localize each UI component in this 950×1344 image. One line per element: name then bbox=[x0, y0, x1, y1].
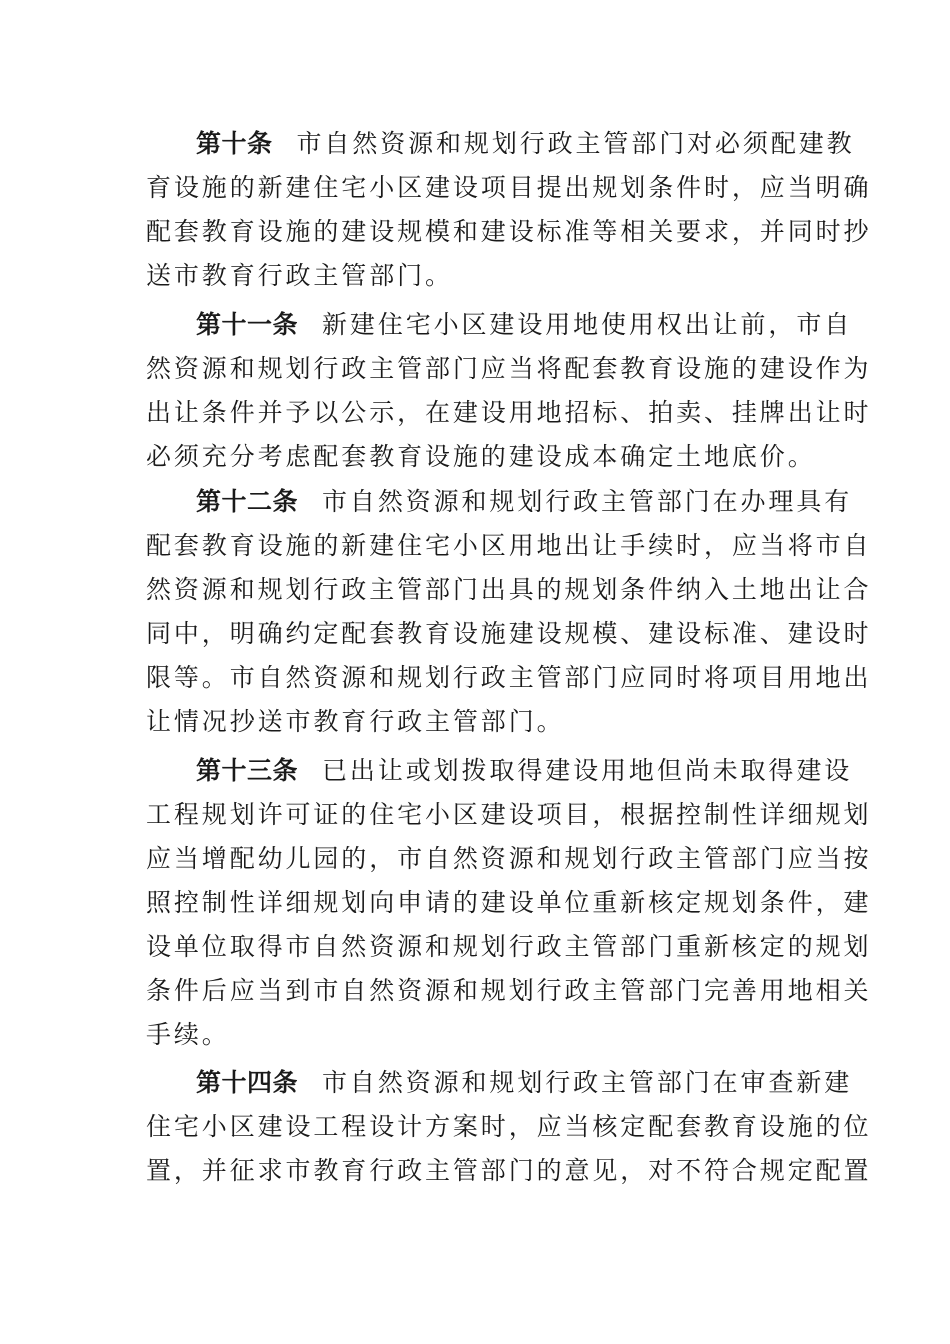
article-10-text-1: 市自然资源和规划行政主管部门对必须配建教 bbox=[296, 129, 855, 158]
article-13-heading: 第十三条 bbox=[196, 756, 299, 785]
article-10-line-1 bbox=[196, 122, 855, 166]
article-12-line-6: 让情况抄送市教育行政主管部门。 bbox=[146, 707, 565, 736]
article-12-line-4: 同中，明确约定配套教育设施建设规模、建设标准、建设时 bbox=[146, 619, 872, 648]
article-14-heading: 第十四条 bbox=[196, 1068, 299, 1097]
article-12-line-2: 配套教育设施的新建住宅小区用地出让手续时，应当将市自 bbox=[146, 531, 872, 560]
article-11-text-1: 新建住宅小区建设用地使用权出让前，市自 bbox=[322, 310, 853, 339]
article-12-line-5: 限等。市自然资源和规划行政主管部门应同时将项目用地出 bbox=[146, 663, 872, 692]
article-11-heading: 第十一条 bbox=[196, 310, 299, 339]
article-13-line-5: 设单位取得市自然资源和规划行政主管部门重新核定的规划 bbox=[146, 932, 872, 961]
article-11-line-1 bbox=[196, 303, 853, 347]
article-11-line-4: 必须充分考虑配套教育设施的建设成本确定土地底价。 bbox=[146, 442, 816, 471]
article-13-line-3: 应当增配幼儿园的，市自然资源和规划行政主管部门应当按 bbox=[146, 844, 872, 873]
article-10-line-2: 育设施的新建住宅小区建设项目提出规划条件时，应当明确 bbox=[146, 173, 872, 202]
article-13-text-1: 已出让或划拨取得建设用地但尚未取得建设 bbox=[322, 756, 853, 785]
article-12-line-3: 然资源和规划行政主管部门出具的规划条件纳入土地出让合 bbox=[146, 575, 872, 604]
article-13-line-7: 手续。 bbox=[146, 1020, 230, 1049]
article-13-line-4: 照控制性详细规划向申请的建设单位重新核定规划条件，建 bbox=[146, 888, 872, 917]
article-13-line-1 bbox=[196, 749, 853, 793]
article-12-text-1: 市自然资源和规划行政主管部门在办理具有 bbox=[322, 487, 853, 516]
article-11-line-3: 出让条件并予以公示，在建设用地招标、拍卖、挂牌出让时 bbox=[146, 398, 872, 427]
article-11-line-2: 然资源和规划行政主管部门应当将配套教育设施的建设作为 bbox=[146, 354, 872, 383]
article-10-heading: 第十条 bbox=[196, 129, 273, 158]
article-14-text-1: 市自然资源和规划行政主管部门在审查新建 bbox=[322, 1068, 853, 1097]
article-12-heading: 第十二条 bbox=[196, 487, 299, 516]
article-14-line-1 bbox=[196, 1061, 853, 1105]
article-14-line-3: 置，并征求市教育行政主管部门的意见，对不符合规定配置 bbox=[146, 1156, 872, 1185]
article-12-line-1 bbox=[196, 480, 853, 524]
article-10-line-4: 送市教育行政主管部门。 bbox=[146, 261, 453, 290]
article-10-line-3: 配套教育设施的建设规模和建设标准等相关要求，并同时抄 bbox=[146, 217, 872, 246]
article-13-line-2: 工程规划许可证的住宅小区建设项目，根据控制性详细规划 bbox=[146, 800, 872, 829]
article-14-line-2: 住宅小区建设工程设计方案时，应当核定配套教育设施的位 bbox=[146, 1112, 872, 1141]
article-13-line-6: 条件后应当到市自然资源和规划行政主管部门完善用地相关 bbox=[146, 976, 872, 1005]
